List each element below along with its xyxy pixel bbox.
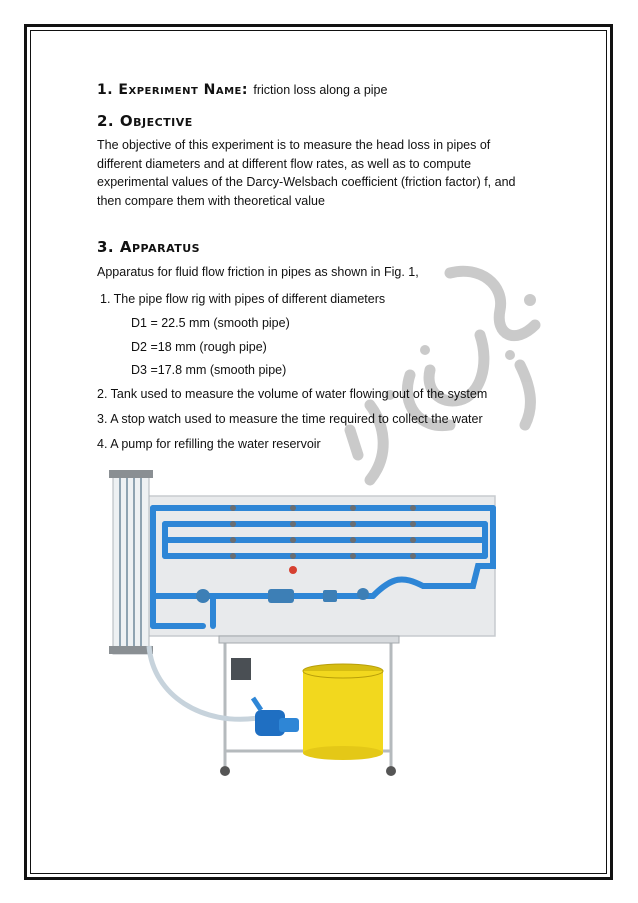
- experiment-name-label: 1. Experiment Name:: [97, 82, 248, 98]
- objective-paragraph: The objective of this experiment is to measure the head loss in pipes of different diameters and at different flow rates, as well as to compute experimental values of the Darcy-Welsbach coefficient (friction factor) f, and then compare them with theoretical value: [97, 138, 516, 208]
- apparatus-heading: 3. Apparatus: [97, 238, 201, 256]
- experiment-name-value: friction loss along a pipe: [253, 83, 388, 97]
- objective-heading: 2. Objective: [97, 112, 193, 130]
- pipe-flow-rig-figure: [93, 466, 503, 786]
- apparatus-intro: Apparatus for fluid flow friction in pipes as shown in Fig. 1,: [97, 265, 419, 279]
- apparatus-item-3: 3. A stop watch used to measure the time required to collect the water: [97, 412, 483, 426]
- experiment-name-heading: [97, 82, 387, 98]
- apparatus-item-1: 1. The pipe flow rig with pipes of different diameters: [100, 292, 386, 306]
- apparatus-item-4: 4. A pump for refilling the water reservoir: [97, 437, 321, 451]
- water-tank: [303, 671, 383, 753]
- diameter-d2: D2 =18 mm (rough pipe): [131, 340, 267, 354]
- calligraphy-watermark: [330, 255, 560, 495]
- rig-board: [145, 496, 495, 636]
- apparatus-item-2: 2. Tank used to measure the volume of water flowing out of the system: [97, 387, 488, 401]
- control-box: [231, 658, 251, 680]
- manometer-frame: [113, 474, 149, 654]
- diameter-d1: D1 = 22.5 mm (smooth pipe): [131, 316, 290, 330]
- diameter-d3: D3 =17.8 mm (smooth pipe): [131, 363, 287, 377]
